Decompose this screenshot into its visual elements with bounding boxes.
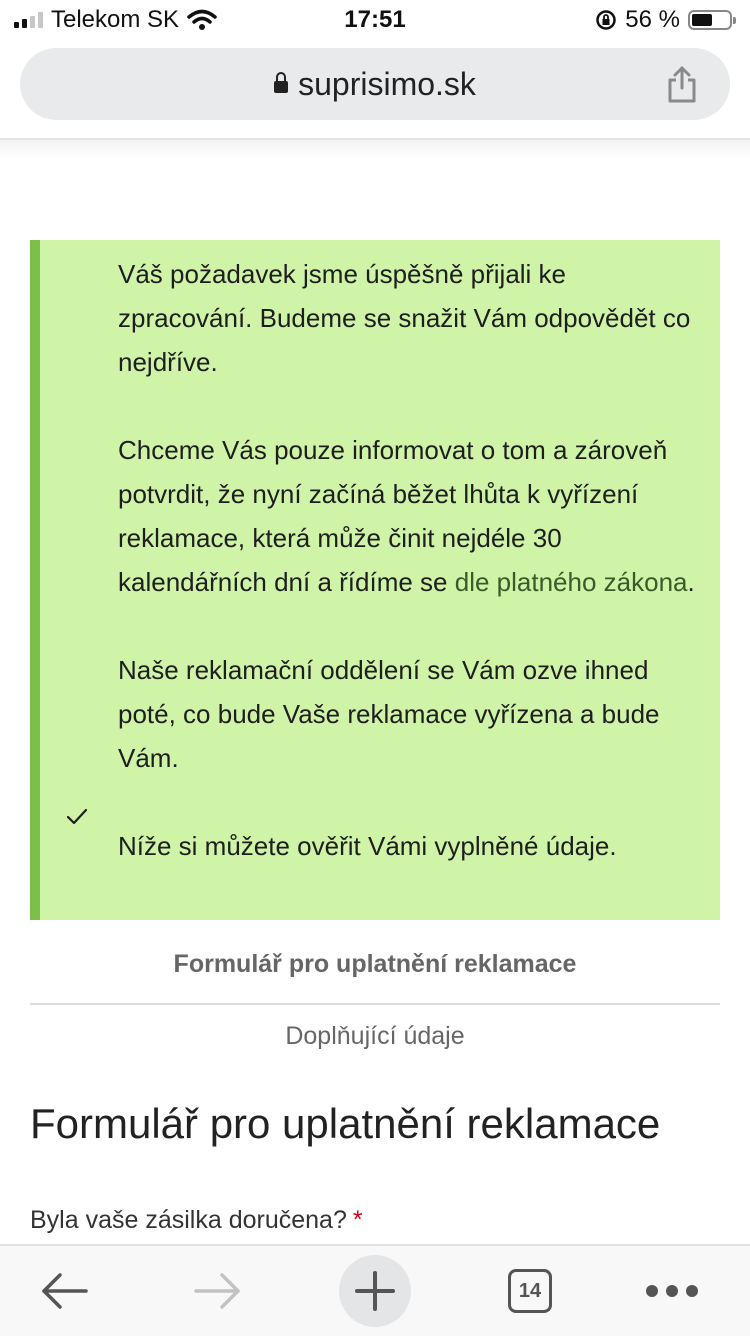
page-shadow bbox=[0, 140, 750, 160]
share-icon[interactable] bbox=[664, 64, 700, 104]
url-display[interactable] bbox=[20, 48, 730, 120]
lock-icon bbox=[274, 81, 288, 93]
success-text bbox=[118, 252, 698, 868]
form-title: Formulář pro uplatnění reklamace bbox=[30, 1100, 661, 1147]
checkmark-icon bbox=[66, 806, 88, 828]
status-right bbox=[595, 6, 732, 34]
paragraph-2-text: Chceme Vás pouze informovat o tom a zároveň potvrdit, že nyní začíná běžet lhůta k vyřízení reklamace, která může činit nejdéle 30 kalendářních dní a řídíme se bbox=[118, 435, 668, 597]
paragraph-2-end: . bbox=[687, 567, 695, 597]
more-icon bbox=[646, 1285, 698, 1297]
tabs-button[interactable] bbox=[490, 1246, 570, 1336]
delivery-question bbox=[30, 1206, 363, 1235]
law-link[interactable]: dle platného zákona bbox=[454, 567, 688, 597]
url-text: suprisimo.sk bbox=[298, 65, 476, 102]
delivery-question-label: Byla vaše zásilka doručena? bbox=[30, 1206, 347, 1234]
required-mark: * bbox=[352, 1206, 363, 1234]
battery-icon bbox=[688, 10, 732, 30]
success-paragraph-1: Váš požadavek jsme úspěšně přijali ke zpracování. Budeme se snažit Vám odpovědět co nejdříve. bbox=[118, 259, 691, 377]
success-paragraph-2 bbox=[118, 428, 698, 604]
form-divider bbox=[30, 1003, 720, 1005]
orientation-lock-icon bbox=[595, 9, 617, 31]
success-paragraph-3: Naše reklamační oddělení se Vám ozve ihned poté, co bude Vaše reklamace vyřízena a bude Vám. bbox=[118, 655, 660, 773]
success-message bbox=[30, 240, 720, 920]
bottom-toolbar bbox=[0, 1244, 750, 1336]
carrier-name: Telekom SK bbox=[51, 6, 180, 33]
back-button[interactable] bbox=[24, 1246, 104, 1336]
tab-count: 14 bbox=[518, 1279, 542, 1302]
new-tab-circle bbox=[339, 1255, 411, 1327]
success-paragraph-4: Níže si můžete ověřit Vámi vyplněné údaje. bbox=[118, 831, 617, 861]
menu-button[interactable] bbox=[632, 1246, 712, 1336]
form-subheader: Doplňující údaje bbox=[285, 1022, 465, 1050]
clock: 17:51 bbox=[344, 6, 406, 33]
tab-count-icon bbox=[508, 1269, 552, 1313]
forward-arrow-icon bbox=[192, 1271, 244, 1311]
address-bar[interactable] bbox=[20, 48, 730, 120]
back-arrow-icon bbox=[38, 1271, 90, 1311]
form-header: Formulář pro uplatnění reklamace bbox=[173, 950, 577, 978]
success-accent-bar bbox=[30, 240, 40, 920]
forward-button[interactable] bbox=[178, 1246, 258, 1336]
status-bar bbox=[0, 0, 750, 40]
battery-percent: 56 % bbox=[625, 6, 680, 33]
plus-icon bbox=[353, 1269, 397, 1313]
new-tab-button[interactable] bbox=[335, 1246, 415, 1336]
